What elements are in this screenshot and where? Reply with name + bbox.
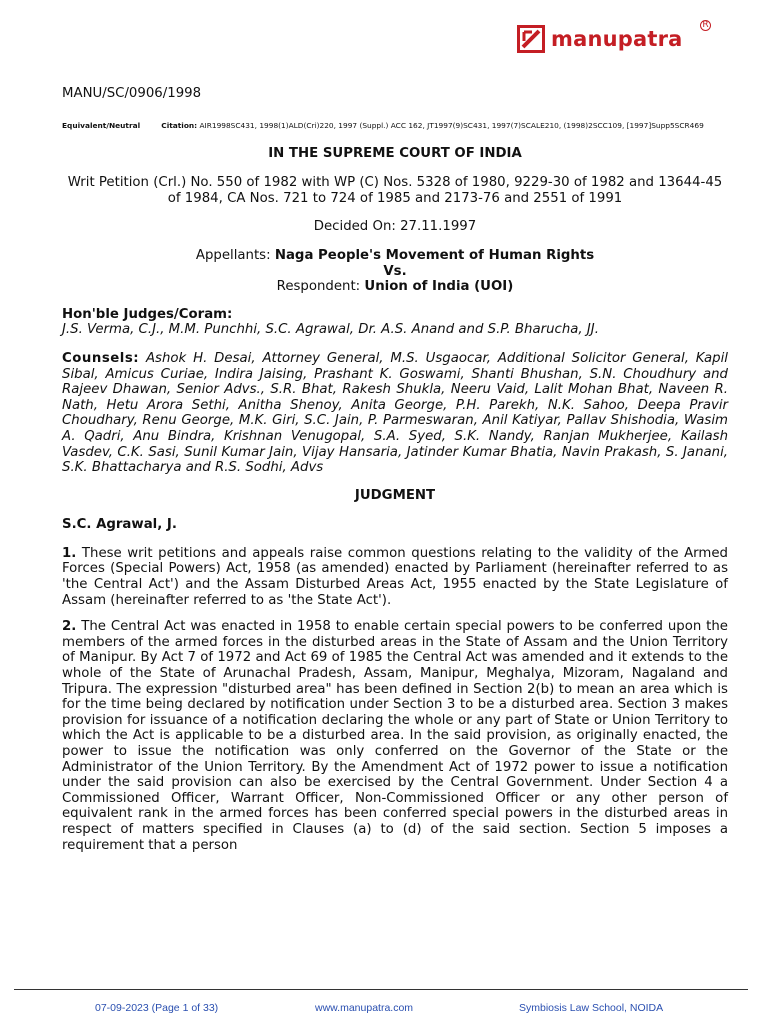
- registered-mark: R: [700, 20, 711, 31]
- citation-label: Citation:: [161, 120, 198, 130]
- footer-divider: [14, 989, 748, 990]
- paragraph-text: These writ petitions and appeals raise common questions relating to the validity of the Armed Forces (Special Powers) Act, 1958 (as amended) enacted by Parliament (hereinafter referred to as 'the Central Act') and the Assam Disturbed Areas Act, 1955 enacted by the State Legislature of Assam (hereinafter referred to as 'the State Act').: [62, 545, 728, 608]
- counsels-block: [62, 351, 728, 476]
- decided-on: Decided On: 27.11.1997: [313, 219, 477, 235]
- paragraph-number: 2.: [62, 619, 77, 635]
- citation-label-equivalent: Equivalent/Neutral: [62, 120, 141, 130]
- paragraph-number: 1.: [62, 545, 77, 561]
- footer-licensee: Symbiosis Law School, NOIDA: [519, 1002, 664, 1014]
- judges-list: J.S. Verma, C.J., M.M. Punchhi, S.C. Agrawal, Dr. A.S. Anand and S.P. Bharucha, JJ.: [62, 322, 599, 338]
- appellants-line: [62, 248, 728, 264]
- citation-text: AIR1998SC431, 1998(1)ALD(Cri)220, 1997 (Suppl.) ACC 162, JT1997(9)SC431, 1997(7)SCALE210, (1998)2SCC109, [1997]Supp5SCR469: [199, 120, 704, 130]
- petition-details: Writ Petition (Crl.) No. 550 of 1982 with WP (C) Nos. 5328 of 1980, 9229-30 of 1982 and 13644-45 of 1984, CA Nos. 721 to 724 of 1985 and 2173-76 and 2551 of 1991: [67, 175, 723, 206]
- respondent-line: [62, 279, 728, 295]
- footer-website-link[interactable]: www.manupatra.com: [315, 1002, 414, 1014]
- paragraph-1: [62, 546, 728, 608]
- counsels-list: Ashok H. Desai, Attorney General, M.S. Usgaocar, Additional Solicitor General, Kapil Sibal, Amicus Curiae, Indira Jaising, Prashant K. Goswami, Shanti Bhushan, S.N. Choudhury and Rajeev Dhawan, Senior Advs., S.R. Bhat, Rakesh Shukla, Neeru Vaid, Lalit Mohan Bhat, Naveen R. Nath, Hetu Arora Sethi, Anitha Shenoy, Anita George, P.H. Parekh, N.K. Sahoo, Deepa Pravir Choudhary, Renu George, M.K. Giri, S.C. Jain, P. Parmeswaran, Anil Katiyar, Pallav Shishodia, Wasim A. Qadri, Anu Bindra, Krishnan Venugopal, S.A. Syed, S.K. Nandy, Ranjan Mukherjee, Kailash Vasdev, C.K. Sasi, Sunil Kumar Jain, Vijay Hansaria, Jatinder Kumar Bhatia, Navin Prakash, S. Janani, S.K. Bhattacharya and R.S. Sodhi, Advs: [62, 350, 729, 476]
- versus: [62, 264, 728, 280]
- respondent-name: Union of India (UOI): [364, 279, 514, 295]
- parties-block: [62, 248, 728, 295]
- versus-label: Vs.: [383, 263, 407, 279]
- counsels-label: Counsels:: [62, 350, 140, 366]
- judges-heading: Hon'ble Judges/Coram:: [62, 306, 233, 322]
- citation-block: [62, 118, 728, 134]
- paragraph-2: [62, 619, 728, 853]
- respondent-label: Respondent:: [276, 279, 361, 295]
- judgment-heading: JUDGMENT: [354, 487, 436, 503]
- paragraph-text: The Central Act was enacted in 1958 to enable certain special powers to be conferred upon the members of the armed forces in the disturbed areas in the State of Assam and the Union Territory of Manipur. By Act 7 of 1972 and Act 69 of 1985 the Central Act was amended and it extends to the whole of the State of Arunachal Pradesh, Assam, Manipur, Meghalya, Mizoram, Nagaland and Tripura. The expression "disturbed area" has been defined in Section 2(b) to mean an area which is for the time being declared by notification under Section 3 to be a disturbed area. Section 3 makes provision for issuance of a notification declaring the whole or any part of State or Union Territory to which the Act is applicable to be a disturbed area. In the said provision, as originally enacted, the power to issue the notification was only conferred on the Governor of the State or the Administrator of the Union Territory. By the Amendment Act of 1972 power to issue a notification under the said provision can also be exercised by the Central Government. Under Section 4 a Commissioned Officer, Warrant Officer, Non-Commissioned Officer or any other person of equivalent rank in the armed forces has been conferred special powers in the disturbed areas in respect of matters specified in Clauses (a) to (d) of the said section. Section 5 imposes a requirement that a person: [62, 619, 728, 853]
- appellants-name: Naga People's Movement of Human Rights: [274, 247, 595, 263]
- manu-id: MANU/SC/0906/1998: [62, 86, 202, 101]
- manupatra-logo: [517, 22, 709, 56]
- judgment-author: S.C. Agrawal, J.: [62, 517, 177, 533]
- document-body: [62, 86, 729, 853]
- court-name: IN THE SUPREME COURT OF INDIA: [268, 145, 522, 161]
- manupatra-logo-text: manupatra: [551, 27, 683, 51]
- appellants-label: Appellants:: [195, 247, 271, 263]
- footer-date-page: 07-09-2023 (Page 1 of 33): [95, 1002, 219, 1014]
- manupatra-logo-icon: [517, 25, 545, 53]
